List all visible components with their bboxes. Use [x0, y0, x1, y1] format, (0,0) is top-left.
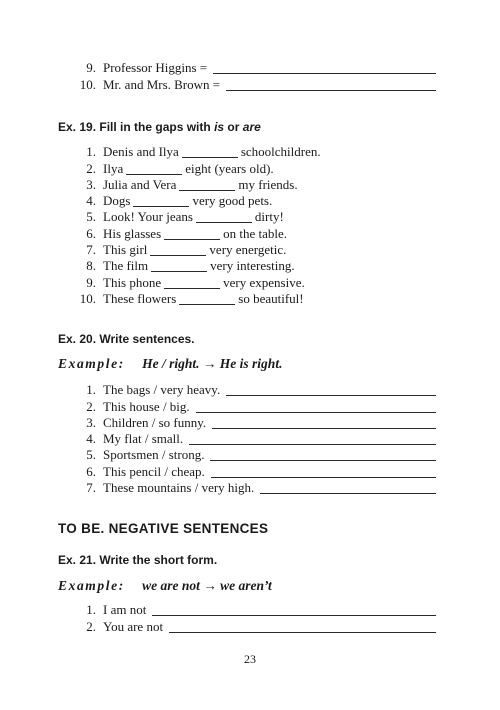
item-number: 1.	[86, 382, 96, 398]
ex19-word-is: is	[214, 120, 225, 134]
item-text-before: Look! Your jeans	[103, 209, 193, 225]
ex19-list	[74, 142, 321, 305]
item-text-after: very good pets.	[192, 193, 273, 209]
item-number: 6.	[86, 463, 96, 479]
list-item	[74, 58, 436, 74]
gap-line[interactable]	[164, 278, 220, 289]
item-number: 10.	[79, 76, 96, 92]
list-item	[74, 616, 436, 632]
example-text: He / right. → He is right.	[142, 356, 283, 371]
list-item	[74, 175, 321, 191]
list-item	[74, 429, 436, 445]
ex20-heading: Ex. 20. Write sentences.	[58, 332, 195, 346]
item-number: 5.	[86, 209, 96, 225]
item-text: You are not	[103, 618, 164, 634]
answer-line[interactable]	[152, 605, 436, 616]
item-text-after: so beautiful!	[238, 290, 304, 306]
item-number: 2.	[86, 398, 96, 414]
item-text-before: Julia and Vera	[103, 176, 177, 192]
gap-line[interactable]	[179, 180, 235, 191]
answer-line[interactable]	[226, 385, 436, 396]
item-text: Sportsmen / strong.	[103, 447, 205, 463]
item-text-before: This phone	[103, 274, 162, 290]
list-item	[74, 380, 436, 396]
item-number: 3.	[86, 414, 96, 430]
list-item	[74, 272, 321, 288]
list-item	[74, 158, 321, 174]
item-text: My flat / small.	[103, 431, 184, 447]
item-text-before: This girl	[103, 242, 148, 258]
item-text: Mr. and Mrs. Brown =	[103, 76, 221, 92]
item-text-after: very energetic.	[209, 242, 287, 258]
answer-line[interactable]	[169, 622, 436, 633]
ex19-heading	[58, 120, 261, 134]
ex19-instruction: Fill in the gaps with	[99, 120, 211, 134]
list-item	[74, 207, 321, 223]
item-number: 1.	[86, 144, 96, 160]
item-number: 7.	[86, 480, 96, 496]
item-text: The bags / very heavy.	[103, 382, 221, 398]
gap-line[interactable]	[182, 147, 238, 158]
item-text: This house / big.	[103, 398, 190, 414]
example-label: Example:	[58, 578, 125, 593]
continuation-list	[74, 58, 436, 91]
ex21-example	[58, 578, 272, 594]
item-text: Children / so funny.	[103, 414, 207, 430]
item-text-after: schoolchildren.	[240, 144, 321, 160]
item-text-before: Denis and Ilya	[103, 144, 179, 160]
ex19-word-are: are	[242, 120, 261, 134]
answer-line[interactable]	[226, 80, 436, 91]
gap-line[interactable]	[150, 245, 206, 256]
example-text: we are not → we aren’t	[142, 578, 272, 593]
list-item	[74, 289, 321, 305]
item-number: 4.	[86, 193, 96, 209]
list-item	[74, 223, 321, 239]
item-number: 4.	[86, 431, 96, 447]
ex20-example	[58, 356, 282, 372]
item-text: Professor Higgins =	[103, 60, 208, 76]
ex20-list	[74, 380, 436, 494]
item-text-before: His glasses	[103, 225, 162, 241]
gap-line[interactable]	[196, 212, 252, 223]
list-item	[74, 396, 436, 412]
answer-line[interactable]	[212, 418, 436, 429]
item-text: This pencil / cheap.	[103, 463, 205, 479]
item-number: 8.	[86, 258, 96, 274]
answer-line[interactable]	[260, 483, 436, 494]
ex19-label: Ex. 19.	[58, 120, 97, 134]
answer-line[interactable]	[189, 434, 436, 445]
gap-line[interactable]	[179, 294, 235, 305]
answer-line[interactable]	[210, 450, 436, 461]
gap-line[interactable]	[133, 196, 189, 207]
item-text-after: my friends.	[238, 176, 298, 192]
ex19-word-or: or	[227, 120, 240, 134]
ex21-heading: Ex. 21. Write the short form.	[58, 553, 218, 567]
item-text-before: Ilya	[103, 160, 124, 176]
page-number: 23	[244, 652, 256, 666]
gap-line[interactable]	[126, 164, 182, 175]
item-text-before: These flowers	[103, 290, 177, 306]
item-number: 6.	[86, 225, 96, 241]
item-number: 2.	[86, 618, 96, 634]
item-text-after: very expensive.	[223, 274, 305, 290]
list-item	[74, 445, 436, 461]
item-text-after: dirty!	[254, 209, 284, 225]
item-number: 3.	[86, 176, 96, 192]
item-number: 9.	[86, 60, 96, 76]
list-item	[74, 74, 436, 90]
list-item	[74, 461, 436, 477]
item-text-before: Dogs	[103, 193, 131, 209]
list-item	[74, 600, 436, 616]
list-item	[74, 478, 436, 494]
item-text-after: on the table.	[223, 225, 288, 241]
list-item	[74, 191, 321, 207]
item-number: 9.	[86, 274, 96, 290]
item-number: 10.	[79, 290, 96, 306]
list-item	[74, 256, 321, 272]
answer-line[interactable]	[211, 467, 436, 478]
item-text-after: eight (years old).	[185, 160, 274, 176]
answer-line[interactable]	[213, 63, 436, 74]
item-number: 1.	[86, 602, 96, 618]
item-number: 5.	[86, 447, 96, 463]
item-text: These mountains / very high.	[103, 480, 255, 496]
answer-line[interactable]	[196, 402, 436, 413]
item-number: 7.	[86, 242, 96, 258]
example-label: Example:	[58, 356, 125, 371]
list-item	[74, 240, 321, 256]
list-item	[74, 142, 321, 158]
ex21-list	[74, 600, 436, 633]
section-title: TO BE. NEGATIVE SENTENCES	[58, 521, 269, 536]
item-text-before: The film	[103, 258, 149, 274]
gap-line[interactable]	[151, 261, 207, 272]
list-item	[74, 413, 436, 429]
item-number: 2.	[86, 160, 96, 176]
item-text: I am not	[103, 602, 147, 618]
item-text-after: very interesting.	[210, 258, 295, 274]
gap-line[interactable]	[164, 229, 220, 240]
